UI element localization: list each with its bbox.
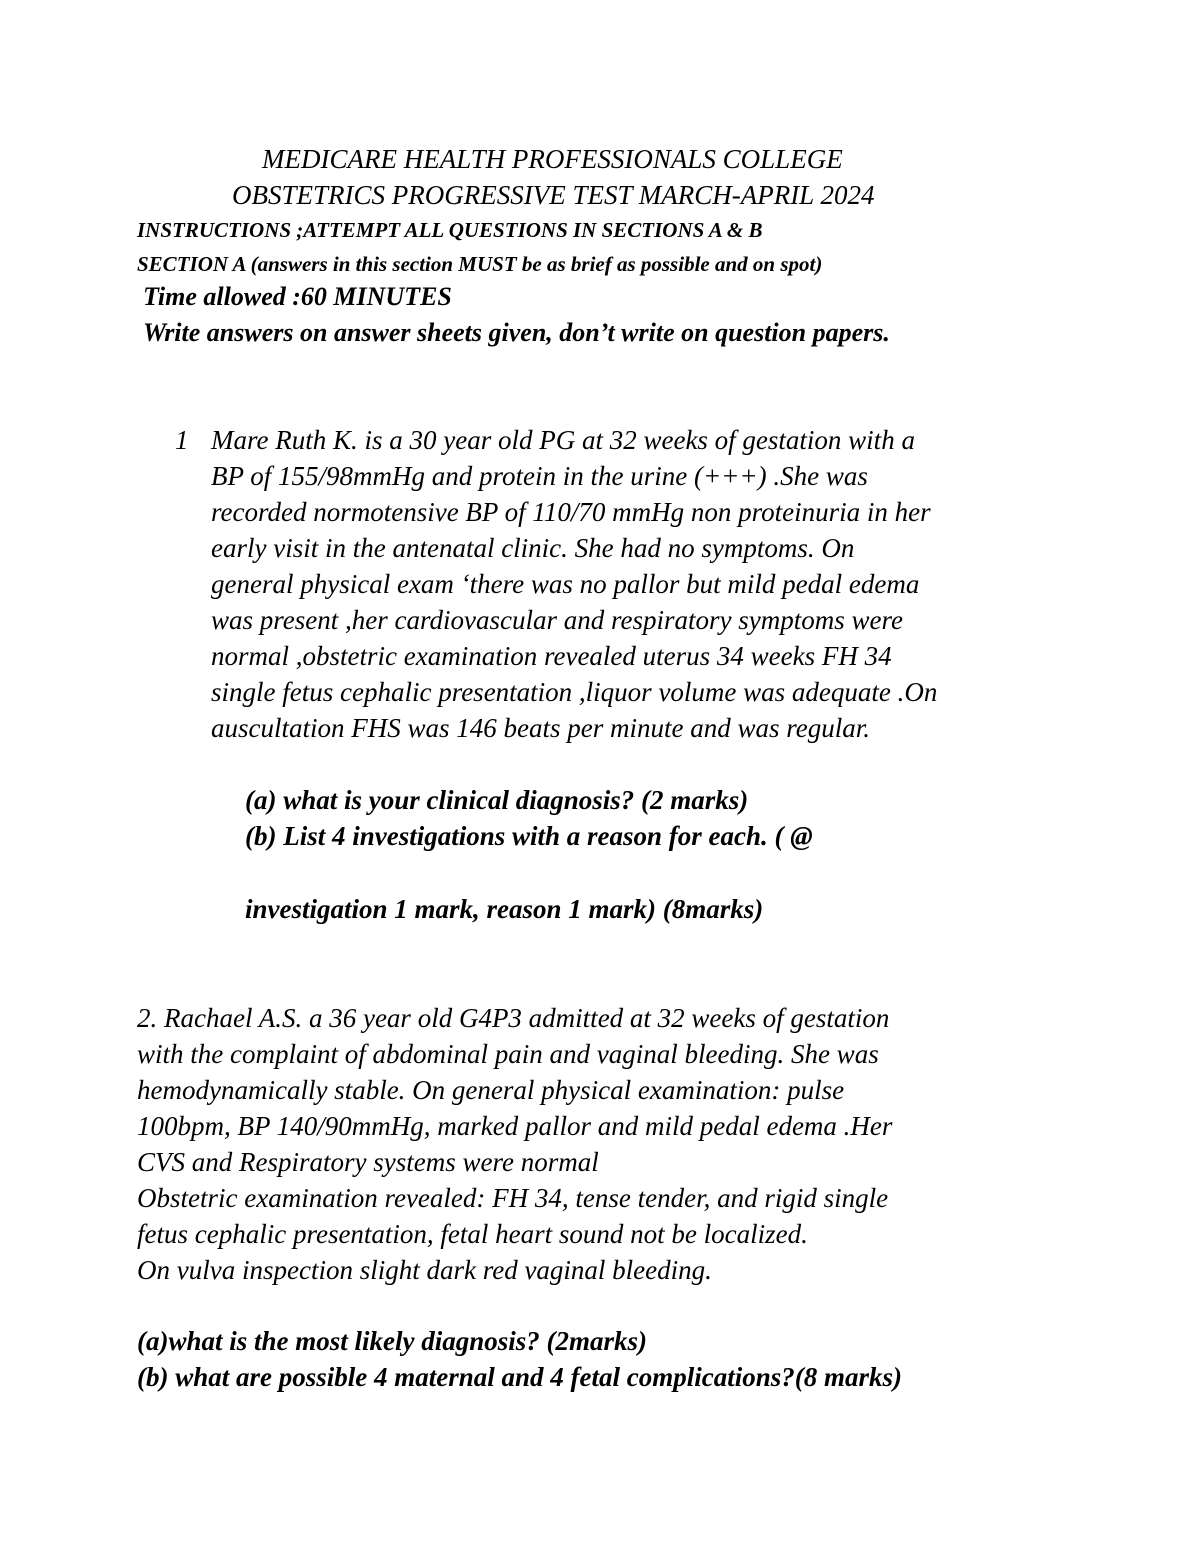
- question-2-line: hemodynamically stable. On general physical examination: pulse: [137, 1075, 845, 1105]
- question-1-part-b: (b) List 4 investigations with a reason for each. ( @: [245, 821, 813, 851]
- answer-sheet-instruction: Write answers on answer sheets given, don’t write on question papers.: [143, 318, 890, 347]
- question-1-part-a: (a) what is your clinical diagnosis? (2 marks): [245, 785, 749, 815]
- question-1-line: general physical exam ‘there was no pallor but mild pedal edema: [211, 569, 920, 599]
- test-title: OBSTETRICS PROGRESSIVE TEST MARCH-APRIL 2024: [232, 180, 875, 210]
- question-1-line: single fetus cephalic presentation ,liquor volume was adequate .On: [211, 677, 938, 707]
- question-2-line: Obstetric examination revealed: FH 34, tense tender, and rigid single: [137, 1183, 889, 1213]
- question-2-part-a: (a)what is the most likely diagnosis? (2marks): [137, 1326, 648, 1356]
- college-name: MEDICARE HEALTH PROFESSIONALS COLLEGE: [262, 144, 843, 174]
- time-allowed: Time allowed :60 MINUTES: [143, 282, 452, 311]
- question-1-line: Mare Ruth K. is a 30 year old PG at 32 weeks of gestation with a: [211, 425, 915, 455]
- question-2-line: with the complaint of abdominal pain and vaginal bleeding. She was: [137, 1039, 879, 1069]
- question-1-line: auscultation FHS was 146 beats per minute and was regular.: [211, 713, 870, 743]
- question-1-line: BP of 155/98mmHg and protein in the urine (+++) .She was: [211, 461, 868, 491]
- question-1-line: was present ,her cardiovascular and respiratory symptoms were: [211, 605, 903, 635]
- question-1-line: recorded normotensive BP of 110/70 mmHg non proteinuria in her: [211, 497, 931, 527]
- question-2-line: On vulva inspection slight dark red vaginal bleeding.: [137, 1255, 712, 1285]
- question-1-line: early visit in the antenatal clinic. She had no symptoms. On: [211, 533, 855, 563]
- question-2-line: 100bpm, BP 140/90mmHg, marked pallor and mild pedal edema .Her: [137, 1111, 893, 1141]
- section-a-heading: SECTION A (answers in this section MUST be as brief as possible and on spot): [137, 252, 823, 276]
- question-2-part-b: (b) what are possible 4 maternal and 4 fetal complications?(8 marks): [137, 1362, 903, 1392]
- question-2-line: 2. Rachael A.S. a 36 year old G4P3 admitted at 32 weeks of gestation: [137, 1003, 890, 1033]
- question-2-line: fetus cephalic presentation, fetal heart sound not be localized.: [137, 1219, 808, 1249]
- question-1-number: 1: [175, 425, 189, 455]
- instructions: INSTRUCTIONS ;ATTEMPT ALL QUESTIONS IN SECTIONS A & B: [137, 218, 763, 242]
- question-1-line: normal ,obstetric examination revealed uterus 34 weeks FH 34: [211, 641, 892, 671]
- question-2-line: CVS and Respiratory systems were normal: [137, 1147, 599, 1177]
- question-1-part-b-continued: investigation 1 mark, reason 1 mark) (8marks): [245, 894, 764, 924]
